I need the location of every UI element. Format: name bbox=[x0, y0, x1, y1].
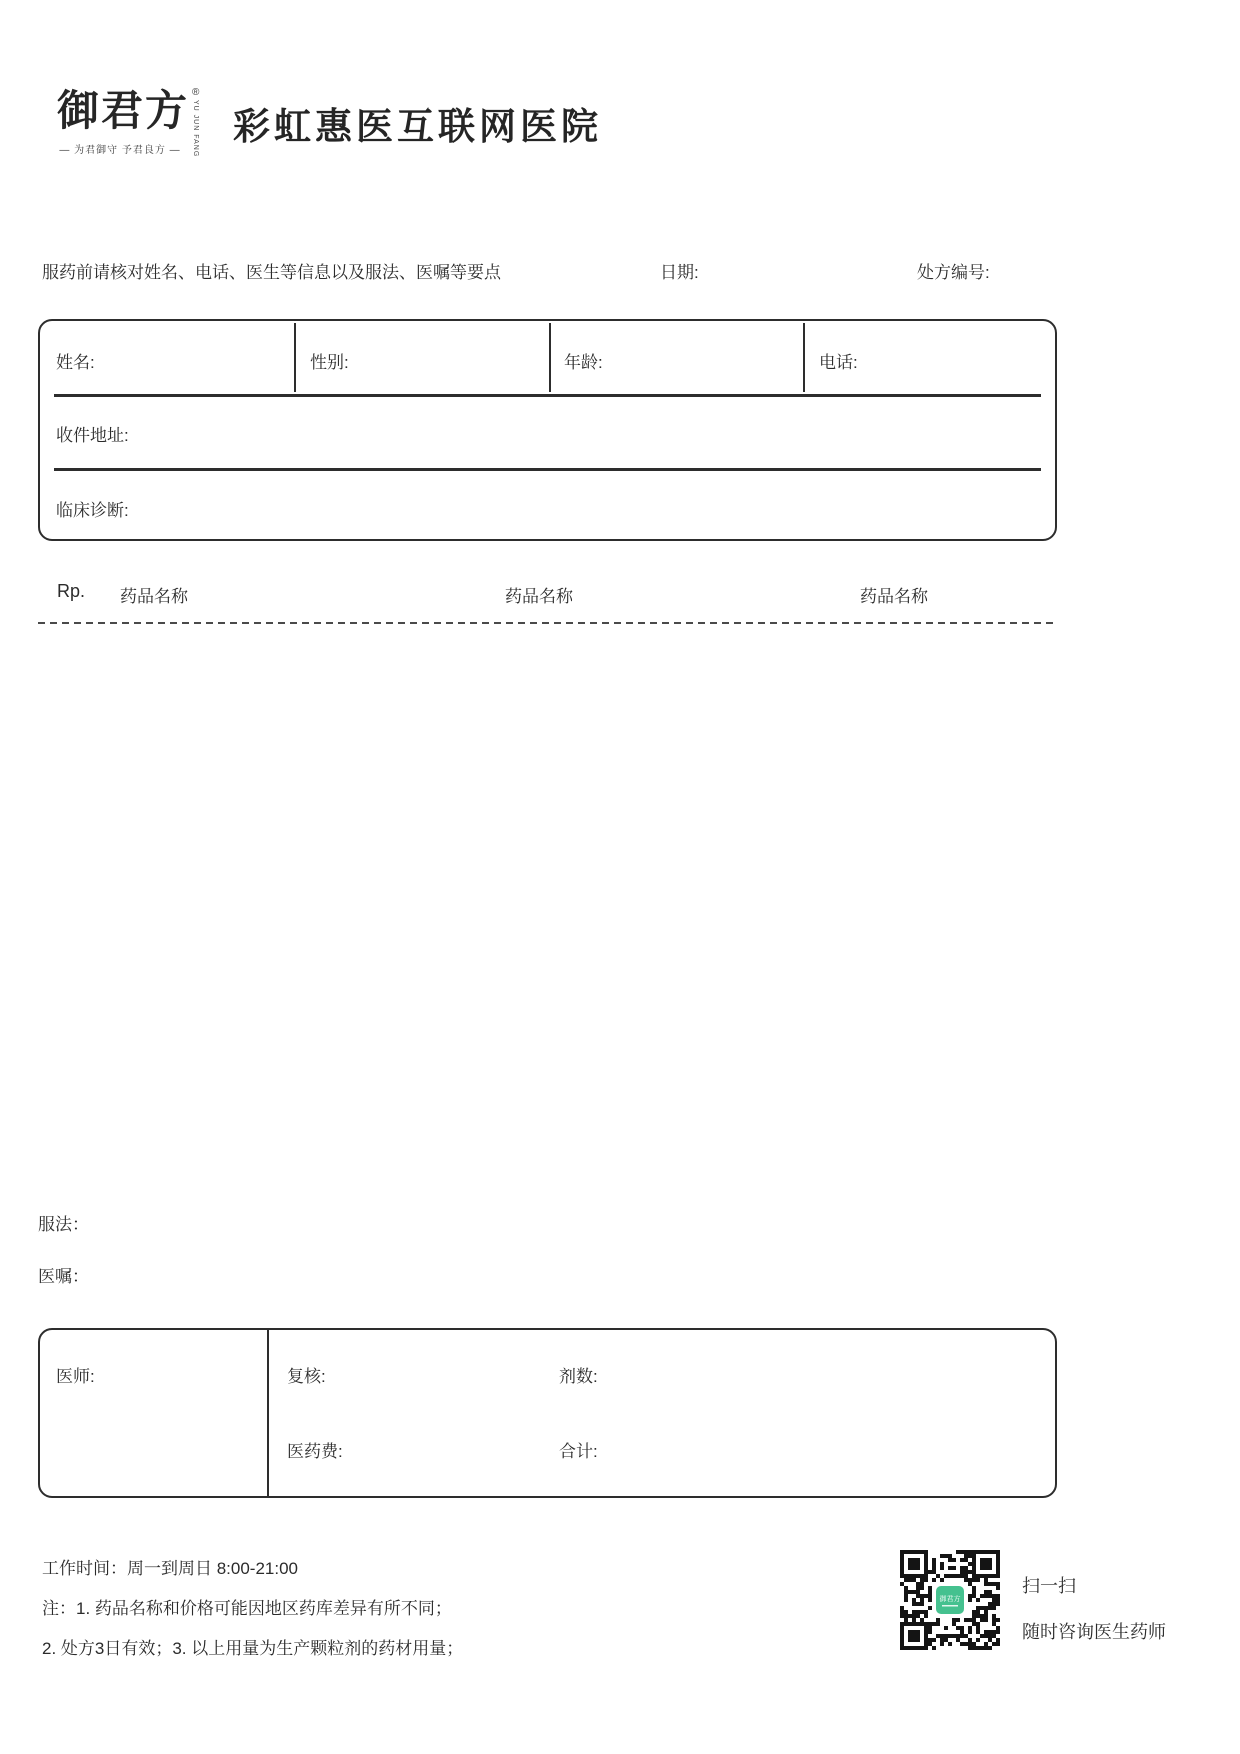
rp-label: Rp. bbox=[57, 581, 86, 601]
qr-badge-underline bbox=[942, 1605, 958, 1607]
patient-phone-label: 电话: bbox=[819, 353, 858, 372]
patient-gender-label: 性别: bbox=[310, 353, 349, 372]
total-label: 合计: bbox=[559, 1442, 598, 1461]
field-divider bbox=[549, 323, 551, 392]
dose-count-label: 剂数: bbox=[559, 1367, 598, 1386]
drug-name-column-header: 药品名称 bbox=[120, 587, 188, 606]
brand-tagline: — 为君御守 予君良方 — bbox=[59, 145, 181, 156]
signature-fee-box bbox=[38, 1328, 1057, 1498]
review-label: 复核: bbox=[287, 1367, 326, 1386]
consult-pharmacist-label: 随时咨询医生药师 bbox=[1022, 1622, 1166, 1642]
brand-logo-pinyin: YU JUN FANG bbox=[192, 100, 200, 158]
qr-code-image bbox=[900, 1550, 1000, 1650]
work-time-note: 工作时间：周一到周日 8:00-21:00 bbox=[42, 1559, 299, 1578]
drug-name-column-header: 药品名称 bbox=[505, 587, 573, 606]
hospital-title: 彩虹惠医互联网医院 bbox=[233, 106, 602, 147]
registered-trademark-icon: ® bbox=[192, 87, 200, 98]
field-divider bbox=[803, 323, 805, 392]
prescription-number-label: 处方编号: bbox=[917, 263, 990, 282]
footer-note-2: 2. 处方3日有效；3. 以上用量为生产颗粒剂的药材用量； bbox=[42, 1639, 464, 1658]
patient-age-label: 年龄: bbox=[564, 353, 603, 372]
clinical-diagnosis-label: 临床诊断: bbox=[56, 501, 129, 520]
qr-code bbox=[900, 1550, 1000, 1650]
drug-name-column-header: 药品名称 bbox=[860, 587, 928, 606]
verification-notice: 服药前请核对姓名、电话、医生等信息以及服法、医嘱等要点 bbox=[42, 263, 501, 282]
scan-qr-label: 扫一扫 bbox=[1022, 1576, 1076, 1596]
doctor-label: 医师: bbox=[56, 1367, 95, 1386]
qr-badge-text: 御君方 bbox=[939, 1596, 961, 1603]
field-divider bbox=[294, 323, 296, 392]
patient-info-box bbox=[38, 319, 1057, 541]
row-divider bbox=[54, 394, 1041, 397]
brand-logo-text: 御君方 bbox=[57, 86, 190, 135]
row-divider bbox=[54, 468, 1041, 471]
patient-name-label: 姓名: bbox=[56, 353, 95, 372]
usage-method-label: 服法： bbox=[38, 1215, 89, 1234]
date-label: 日期: bbox=[660, 263, 699, 282]
shipping-address-label: 收件地址: bbox=[56, 426, 129, 445]
medicine-fee-label: 医药费: bbox=[287, 1442, 343, 1461]
doctor-advice-label: 医嘱： bbox=[38, 1267, 89, 1286]
footer-note-1: 注：1. 药品名称和价格可能因地区药库差异有所不同； bbox=[42, 1599, 452, 1618]
rp-separator-dashed-line bbox=[38, 622, 1057, 624]
cell-divider bbox=[267, 1330, 269, 1496]
